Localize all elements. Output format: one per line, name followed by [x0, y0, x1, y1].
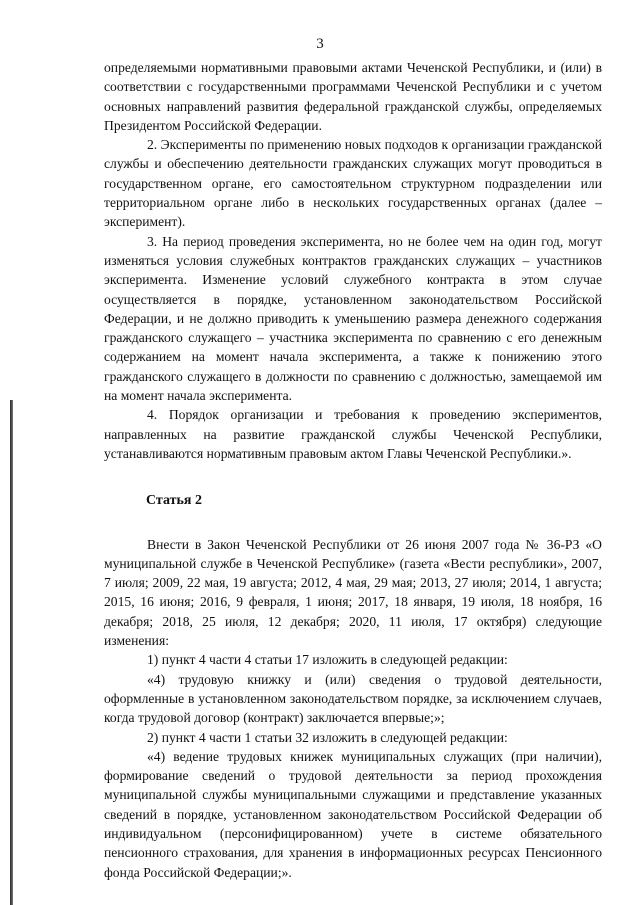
paragraph: 2. Эксперименты по применению новых подходов к организации гражданской службы и обеспечению деятельности гражданских служащих могут проводиться в государственном органе, его самостоятельном структурном подразделении или территориальном органе либо в нескольких государственных органах (далее – эксперимент).: [104, 137, 602, 230]
page-number: 3: [316, 36, 324, 52]
document-body: [104, 58, 602, 882]
paragraph: определяемыми нормативными правовыми актами Чеченской Республики, и (или) в соответствии с государственными программами Чеченской Республики и с учетом основных направлений развития федеральной гражданской службы, определяемых Президентом Российской Федерации.: [104, 60, 602, 133]
paragraph: «4) трудовую книжку и (или) сведения о трудовой деятельности, оформленные в установленном законодательством порядке, за исключением случаев, когда трудовой договор (контракт) заключается впервые;»;: [104, 671, 602, 726]
paragraph: «4) ведение трудовых книжек муниципальных служащих (при наличии), формирование сведений о трудовой деятельности за период прохождения муниципальной службы муниципальными служащими и представление указанных сведений в порядке, установленном законодательством Российской Федерации об индивидуальном (персонифицированном) учете в системе обязательного пенсионного страхования, для хранения в информационных ресурсах Пенсионного фонда Российской Федерации;».: [104, 748, 602, 880]
paragraph: 2) пункт 4 части 1 статьи 32 изложить в следующей редакции:: [147, 729, 508, 745]
scan-edge: [10, 400, 13, 905]
paragraph: 4. Порядок организации и требования к проведению экспериментов, направленных на развитие гражданской службы Чеченской Республики, устанавливаются нормативным правовым актом Главы Чеченской Республики.».: [104, 407, 602, 461]
paragraph: 1) пункт 4 части 4 статьи 17 изложить в следующей редакции:: [147, 652, 508, 668]
paragraph: Внести в Закон Чеченской Республики от 26 июня 2007 года № 36-РЗ «О муниципальной службе в Чеченской Республике» (газета «Вести республики», 2007, 7 июля; 2009, 22 мая, 19 августа; 2012, 4 мая, 29 мая; 2013, 27 июля; 2014, 1 августа; 2015, 16 июня; 2016, 9 февраля, 1 июня; 2017, 18 января, 19 июля, 18 ноября, 16 декабря; 2018, 25 июля, 12 декабря; 2020, 11 июля, 17 октября) следующие изменения:: [104, 536, 602, 649]
paragraph: 3. На период проведения эксперимента, но не более чем на один год, могут изменяться условия служебных контрактов гражданских служащих – участников эксперимента. Изменение условий служебного контракта в этом случае осуществляется в порядке, установленном законодательством Российской Федерации, и не должно приводить к уменьшению размера денежного содержания гражданского служащего – участника эксперимента по сравнению с его денежным содержанием на момент начала эксперимента, а также к понижению этого гражданского служащего в должности по сравнению с должностью, замещаемой им на момент начала эксперимента.: [104, 233, 602, 404]
article-heading: Статья 2: [146, 493, 202, 509]
